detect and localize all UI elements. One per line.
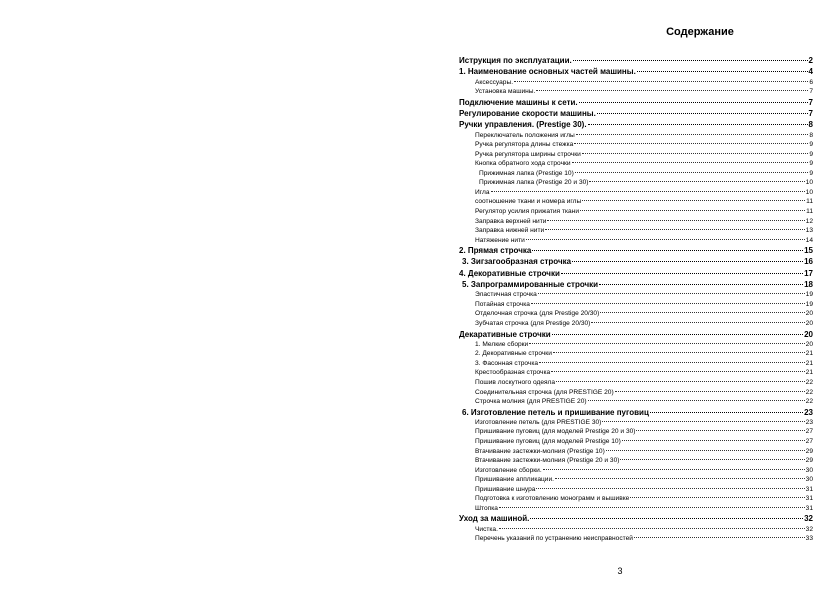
toc-entry-page: 22	[805, 388, 813, 396]
toc-entry-page: 9	[809, 160, 813, 168]
dot-leader	[620, 459, 804, 460]
toc-entry-label: Соединительная строчка (для PRESTIGE 20)	[475, 388, 614, 396]
toc-entry	[459, 535, 813, 545]
toc-entry-page: 14	[805, 236, 813, 244]
toc-entry	[459, 109, 813, 120]
toc-entry	[459, 467, 813, 477]
dot-leader	[579, 102, 808, 103]
dot-leader	[536, 90, 808, 91]
toc-entry-label: Пришивание пуговиц (для моделей Prestige 20 и 30)	[475, 428, 636, 436]
toc-entry-label: Переключатель положения иглы	[475, 131, 575, 139]
toc-entry-page: 20	[805, 310, 813, 318]
toc-entry-page: 22	[805, 379, 813, 386]
dot-leader	[538, 293, 805, 294]
dot-leader	[588, 400, 805, 401]
toc-entry-label: 3. Фасонная строчка	[475, 359, 539, 367]
toc-entry-page: 33	[805, 535, 813, 543]
toc-entry	[459, 360, 813, 370]
toc-entry-page: 7	[808, 108, 813, 118]
toc-entry-page: 2	[808, 56, 813, 65]
toc-entry-page: 8	[809, 131, 813, 139]
dot-leader	[630, 497, 804, 498]
toc-entry	[459, 189, 813, 199]
toc-entry-label: Подключение машины к сети.	[459, 97, 578, 107]
page-number: 3	[617, 566, 623, 576]
toc-entry-page: 13	[805, 227, 813, 235]
toc-entry-page: 19	[805, 291, 813, 299]
toc-entry-page: 22	[805, 398, 813, 406]
toc-entry	[459, 341, 813, 351]
toc-entry-page: 16	[804, 257, 813, 267]
toc-entry	[459, 448, 813, 458]
toc-entry-label: Изготовление петель (для PRESTIGE 30)	[475, 418, 602, 426]
dot-leader	[556, 381, 805, 382]
toc-entry-label: Потайная строчка	[475, 300, 530, 308]
toc-entry	[459, 132, 813, 142]
toc-entry-label: Перечень указаний по устранению неисправностей	[475, 535, 633, 543]
dot-leader	[574, 143, 808, 144]
dot-leader	[576, 134, 809, 135]
toc-entry-page: 12	[805, 217, 813, 225]
toc-entry	[459, 120, 813, 131]
toc-entry	[459, 398, 813, 408]
dot-leader	[491, 191, 805, 192]
toc-entry-label: 2. Прямая строчка	[459, 246, 532, 256]
toc-entry-page: 31	[805, 504, 813, 512]
toc-entry-label: Прижимная лапка (Prestige 20 и 30)	[479, 179, 589, 187]
toc-entry	[459, 291, 813, 301]
toc-entry-label: 3. Зигзагообразная строчка	[462, 257, 572, 267]
dot-leader	[650, 412, 803, 413]
toc-entry-label: Пришивание аппликации.	[475, 476, 554, 484]
toc-entry-label: 2. Декоративные строчки	[475, 350, 552, 358]
page-title: Содержание	[666, 26, 734, 38]
toc-entry-label: Чистка.	[475, 525, 498, 533]
toc-entry-page: 11	[806, 207, 813, 215]
toc-entry-page: 9	[809, 169, 813, 177]
toc-entry-page: 20	[804, 329, 813, 339]
toc-entry	[459, 495, 813, 505]
toc-entry	[459, 246, 813, 257]
dot-leader	[529, 343, 804, 344]
toc-entry	[459, 151, 813, 161]
dot-leader	[572, 162, 809, 163]
toc-entry	[459, 170, 813, 180]
toc-entry-label: 5. Запрограммированные строчки	[462, 280, 599, 290]
toc-entry	[459, 428, 813, 438]
dot-leader	[591, 322, 804, 323]
toc-entry-page: 17	[804, 268, 813, 278]
toc-entry-label: Подготовка к изготовлению монограмм и вышивке	[475, 495, 630, 503]
toc-entry-page: 31	[805, 485, 813, 493]
dot-leader	[543, 469, 805, 470]
toc-entry	[459, 98, 813, 109]
toc-entry	[459, 419, 813, 429]
toc-entry-page: 9	[809, 150, 813, 158]
toc-entry-label: 6. Изготовление петель и пришивание пуговиц	[462, 407, 649, 417]
toc-entry-page: 21	[805, 350, 813, 358]
toc-entry-label: Заправка верхней нити	[475, 217, 547, 225]
toc-entry	[459, 320, 813, 330]
toc-entry-label: Аксессуары.	[475, 78, 514, 86]
toc-entry-page: 8	[808, 120, 813, 130]
toc-entry	[459, 389, 813, 399]
toc-entry	[459, 350, 813, 360]
dot-leader	[636, 430, 804, 431]
toc-entry	[459, 208, 813, 218]
dot-leader	[514, 81, 808, 82]
toc-entry	[459, 486, 813, 496]
dot-leader	[634, 537, 805, 538]
toc-entry	[459, 141, 813, 151]
toc-entry-page: 23	[804, 407, 813, 417]
toc-entry-label: Пошив лоскутного одеяла	[475, 379, 556, 386]
toc-entry-page: 30	[805, 466, 813, 474]
toc-entry-page: 19	[805, 300, 813, 308]
dot-leader	[599, 284, 803, 285]
toc-entry	[459, 160, 813, 170]
dot-leader	[526, 239, 805, 240]
toc-entry-label: Иструкция по эксплуатации.	[459, 56, 572, 65]
dot-leader	[552, 334, 803, 335]
dot-leader	[602, 421, 804, 422]
dot-leader	[532, 250, 803, 251]
toc-entry-label: соотношение ткани и номера иглы	[475, 198, 582, 206]
toc-entry-label: Заправка нижней нити	[475, 227, 545, 235]
toc-entry-label: Строчка молния (для PRESTIGE 20)	[475, 398, 587, 406]
toc-entry	[459, 257, 813, 268]
dot-leader	[531, 303, 805, 304]
dot-leader	[555, 478, 805, 479]
toc-entry-label: Ручка регулятора длины стежка	[475, 141, 574, 149]
toc-entry-page: 4	[808, 67, 813, 77]
toc-entry-label: 1. Наименование основных частей машины.	[459, 67, 636, 77]
toc-entry	[459, 330, 813, 341]
toc-entry-label: Эластичная строчка	[475, 291, 537, 299]
toc-entry-page: 21	[805, 369, 813, 377]
toc-entry-label: Кнопка обратного хода строчки	[475, 160, 571, 168]
toc-entry-label: Регулирование скорости машины.	[459, 108, 596, 118]
dot-leader	[637, 71, 808, 72]
toc-entry-label: Крестообразная строчка	[475, 369, 551, 377]
toc-entry	[459, 526, 813, 536]
dot-leader	[545, 229, 804, 230]
toc-entry-label: 4. Декоративные строчки	[459, 268, 560, 278]
toc-entry	[459, 88, 813, 98]
toc-entry	[459, 198, 813, 208]
toc-entry-page: 27	[805, 438, 813, 446]
toc-entry	[459, 310, 813, 320]
dot-leader	[575, 172, 809, 173]
toc-entry-label: Пришивание шнура	[475, 485, 536, 493]
toc-entry-page: 10	[805, 188, 813, 196]
toc-entry	[459, 369, 813, 379]
dot-leader	[588, 124, 808, 125]
toc-entry	[459, 408, 813, 419]
dot-leader	[606, 450, 805, 451]
toc-entry	[459, 301, 813, 311]
toc-entry-page: 31	[805, 495, 813, 503]
dot-leader	[499, 507, 805, 508]
dot-leader	[530, 518, 803, 519]
dot-leader	[551, 371, 804, 372]
toc-entry-label: Ручки управления. (Prestige 30).	[459, 120, 587, 130]
toc-entry-page: 21	[805, 359, 813, 367]
toc-entry-label: Прижимная лапка (Prestige 10)	[479, 169, 574, 177]
toc-entry-label: 1. Мелкие сборки	[475, 340, 529, 348]
toc-entry-page: 18	[804, 280, 813, 290]
toc-entry	[459, 514, 813, 525]
toc-entry-label: Натяжение нити	[475, 236, 525, 244]
toc-entry	[459, 476, 813, 486]
toc-entry	[459, 79, 813, 89]
toc-entry-page: 20	[805, 319, 813, 327]
toc-entry	[459, 457, 813, 467]
toc-entry-label: Втачивание застежки-молния (Prestige 20 и 30)	[475, 457, 620, 465]
toc-entry	[459, 379, 813, 389]
toc-entry	[459, 505, 813, 515]
dot-leader	[597, 113, 808, 114]
toc-entry-label: Отделочная строчка (для Prestige 20/30)	[475, 310, 600, 318]
dot-leader	[547, 220, 804, 221]
toc-entry-label: Регулятор усилия прижатия ткани	[475, 207, 579, 215]
toc-entry-page: 29	[805, 457, 813, 465]
toc-entry-label: Пришивание пуговиц (для моделей Prestige 10)	[475, 438, 621, 446]
dot-leader	[582, 153, 809, 154]
dot-leader	[499, 528, 805, 529]
toc-entry-label: Ручка регулятора ширины строчки	[475, 150, 581, 158]
toc-entry-page: 20	[805, 340, 813, 348]
toc-entry-label: Декаративные строчки	[459, 329, 551, 339]
dot-leader	[553, 352, 805, 353]
toc-entry	[459, 269, 813, 280]
toc-entry-page: 7	[809, 88, 813, 96]
toc-entry-page: 6	[809, 78, 813, 86]
toc-entry-page: 27	[805, 428, 813, 436]
toc-entry	[459, 56, 813, 67]
dot-leader	[572, 261, 803, 262]
toc-entry-page: 23	[805, 418, 813, 426]
toc-entry	[459, 227, 813, 237]
toc-entry-label: Игла	[475, 188, 490, 196]
dot-leader	[580, 210, 805, 211]
toc-entry	[459, 218, 813, 228]
toc-entry-page: 30	[805, 476, 813, 484]
toc-entry-page: 15	[804, 246, 813, 256]
toc-entry-page: 32	[805, 525, 813, 533]
table-of-contents	[459, 56, 813, 545]
toc-entry-page: 11	[806, 198, 813, 206]
toc-entry	[459, 237, 813, 247]
toc-entry-label: Установка машины.	[475, 88, 536, 96]
dot-leader	[536, 488, 804, 489]
dot-leader	[600, 312, 804, 313]
toc-entry-page: 7	[808, 97, 813, 107]
toc-entry-page: 32	[804, 514, 813, 524]
dot-leader	[622, 440, 805, 441]
toc-entry-label: Уход за машиной.	[459, 514, 530, 524]
toc-entry	[459, 67, 813, 78]
toc-entry-label: Зубчатая строчка (для Prestige 20/30)	[475, 319, 591, 327]
dot-leader	[615, 391, 805, 392]
toc-entry-page: 9	[809, 141, 813, 149]
toc-entry	[459, 280, 813, 291]
toc-entry-page: 29	[805, 447, 813, 455]
toc-entry	[459, 438, 813, 448]
toc-entry-label: Втачивание застежки-молния (Prestige 10)	[475, 447, 605, 455]
toc-entry-label: Изготовление сборки.	[475, 466, 542, 474]
toc-entry-label: Штопка	[475, 504, 498, 512]
dot-leader	[582, 200, 805, 201]
dot-leader	[539, 362, 805, 363]
toc-entry	[459, 179, 813, 189]
dot-leader	[573, 60, 808, 61]
dot-leader	[561, 273, 803, 274]
toc-entry-page: 10	[805, 179, 813, 187]
dot-leader	[589, 181, 804, 182]
